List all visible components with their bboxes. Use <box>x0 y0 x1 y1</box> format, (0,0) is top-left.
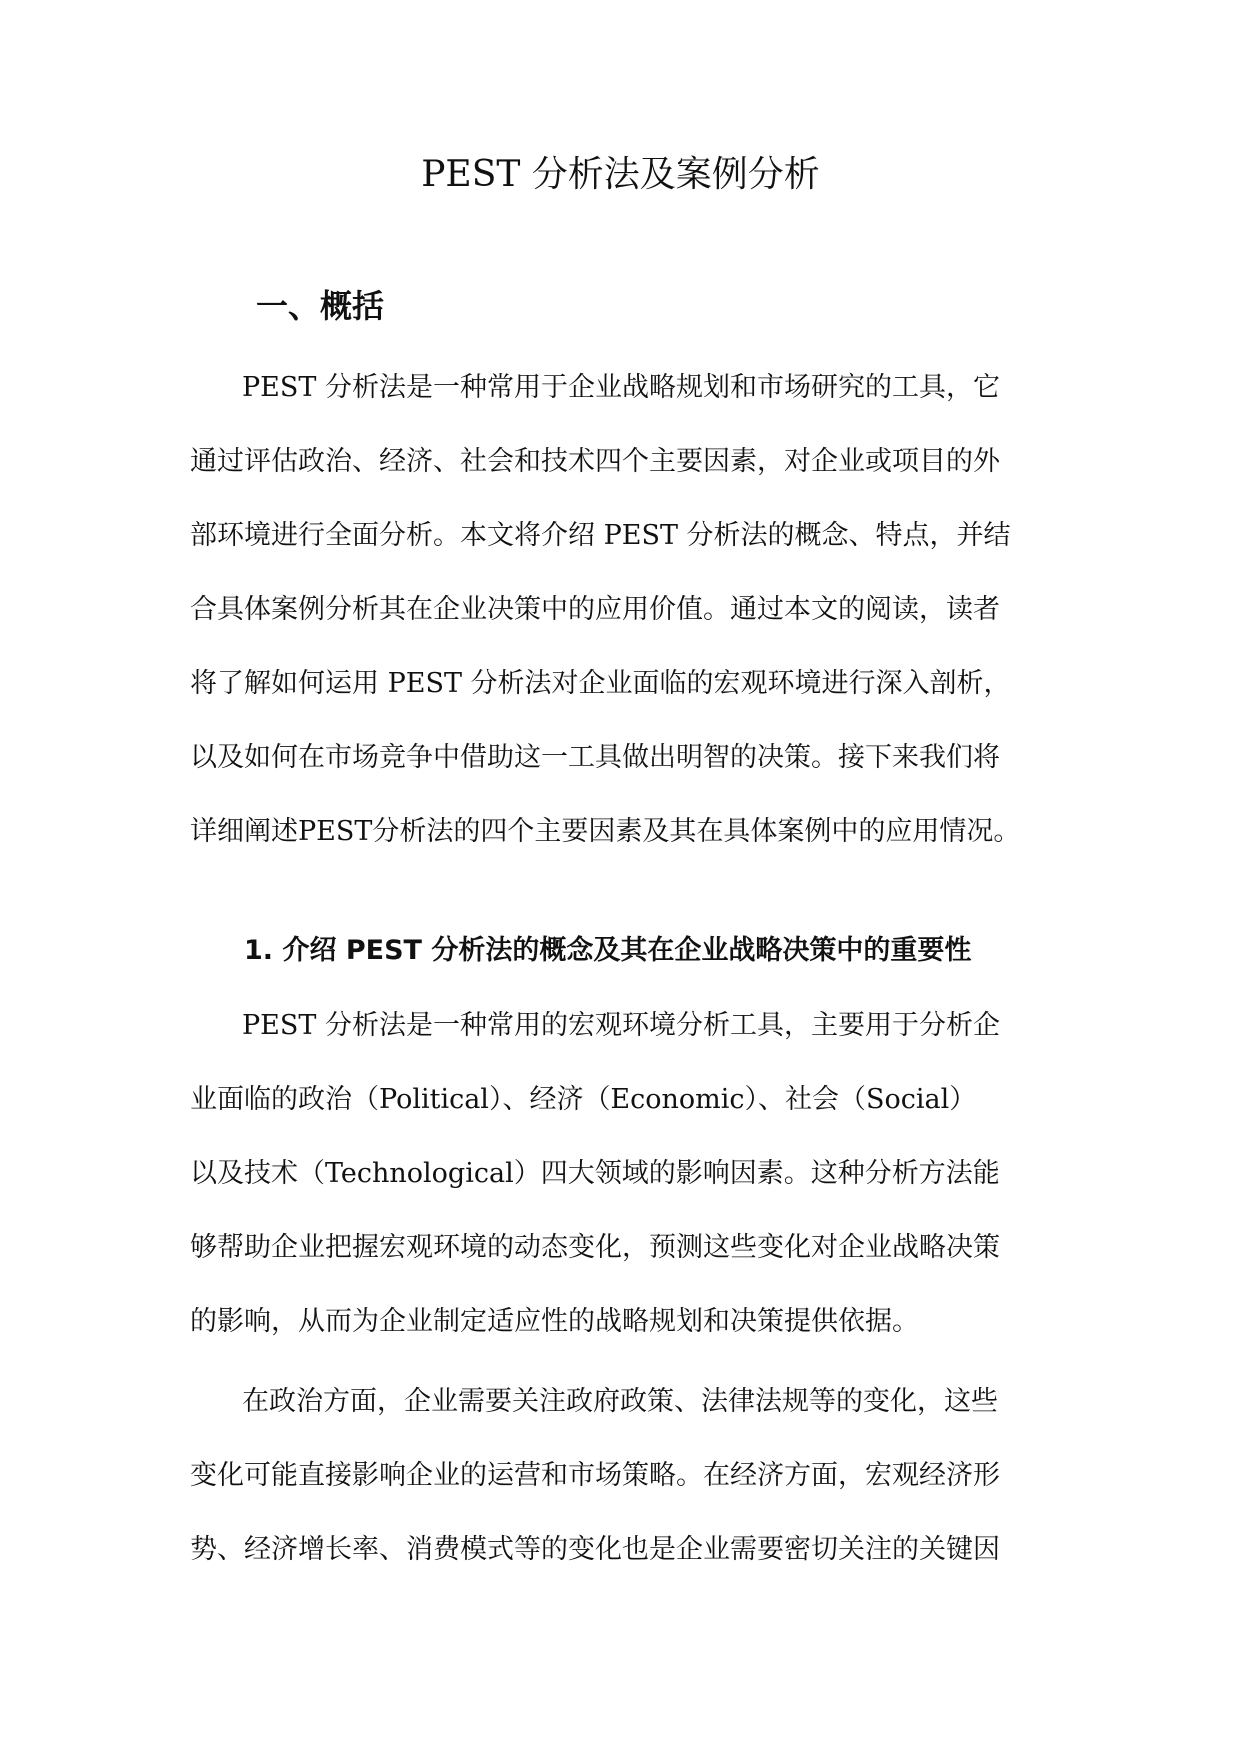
paragraph-line: 变化可能直接影响企业的运营和市场策略。在经济方面，宏观经济形 <box>190 1460 1000 1491</box>
paragraph-line: 在政治方面，企业需要关注政府政策、法律法规等的变化，这些 <box>242 1386 998 1417</box>
paragraph-line: 将了解如何运用 PEST 分析法对企业面临的宏观环境进行深入剖析， <box>190 668 1011 699</box>
section-heading-overview: 一、概括 <box>256 287 385 325</box>
paragraph-line: 通过评估政治、经济、社会和技术四个主要因素，对企业或项目的外 <box>190 446 1000 477</box>
paragraph-line: 的影响，从而为企业制定适应性的战略规划和决策提供依据。 <box>190 1306 919 1337</box>
paragraph-line: 以及如何在市场竞争中借助这一工具做出明智的决策。接下来我们将 <box>190 742 1000 773</box>
paragraph-line: PEST 分析法是一种常用的宏观环境分析工具，主要用于分析企 <box>242 1010 1000 1041</box>
paragraph-line: 业面临的政治（Political）、经济（Economic）、社会（Social） <box>190 1084 977 1115</box>
paragraph-line: 势、经济增长率、消费模式等的变化也是企业需要密切关注的关键因 <box>190 1534 1000 1565</box>
paragraph-line: 够帮助企业把握宏观环境的动态变化，预测这些变化对企业战略决策 <box>190 1232 1000 1263</box>
paragraph-line: PEST 分析法是一种常用于企业战略规划和市场研究的工具，它 <box>242 372 1000 403</box>
paragraph-line: 合具体案例分析其在企业决策中的应用价值。通过本文的阅读，读者 <box>190 594 1000 625</box>
subsection-heading-pest-concept: 1. 介绍 PEST 分析法的概念及其在企业战略决策中的重要性 <box>244 935 972 966</box>
paragraph-line: 以及技术（Technological）四大领域的影响因素。这种分析方法能 <box>190 1158 1000 1189</box>
paragraph-line: 部环境进行全面分析。本文将介绍 PEST 分析法的概念、特点，并结 <box>190 520 1011 551</box>
paragraph-line: 详细阐述PEST分析法的四个主要因素及其在具体案例中的应用情况。 <box>190 816 1021 847</box>
document-title: PEST 分析法及案例分析 <box>421 154 820 195</box>
